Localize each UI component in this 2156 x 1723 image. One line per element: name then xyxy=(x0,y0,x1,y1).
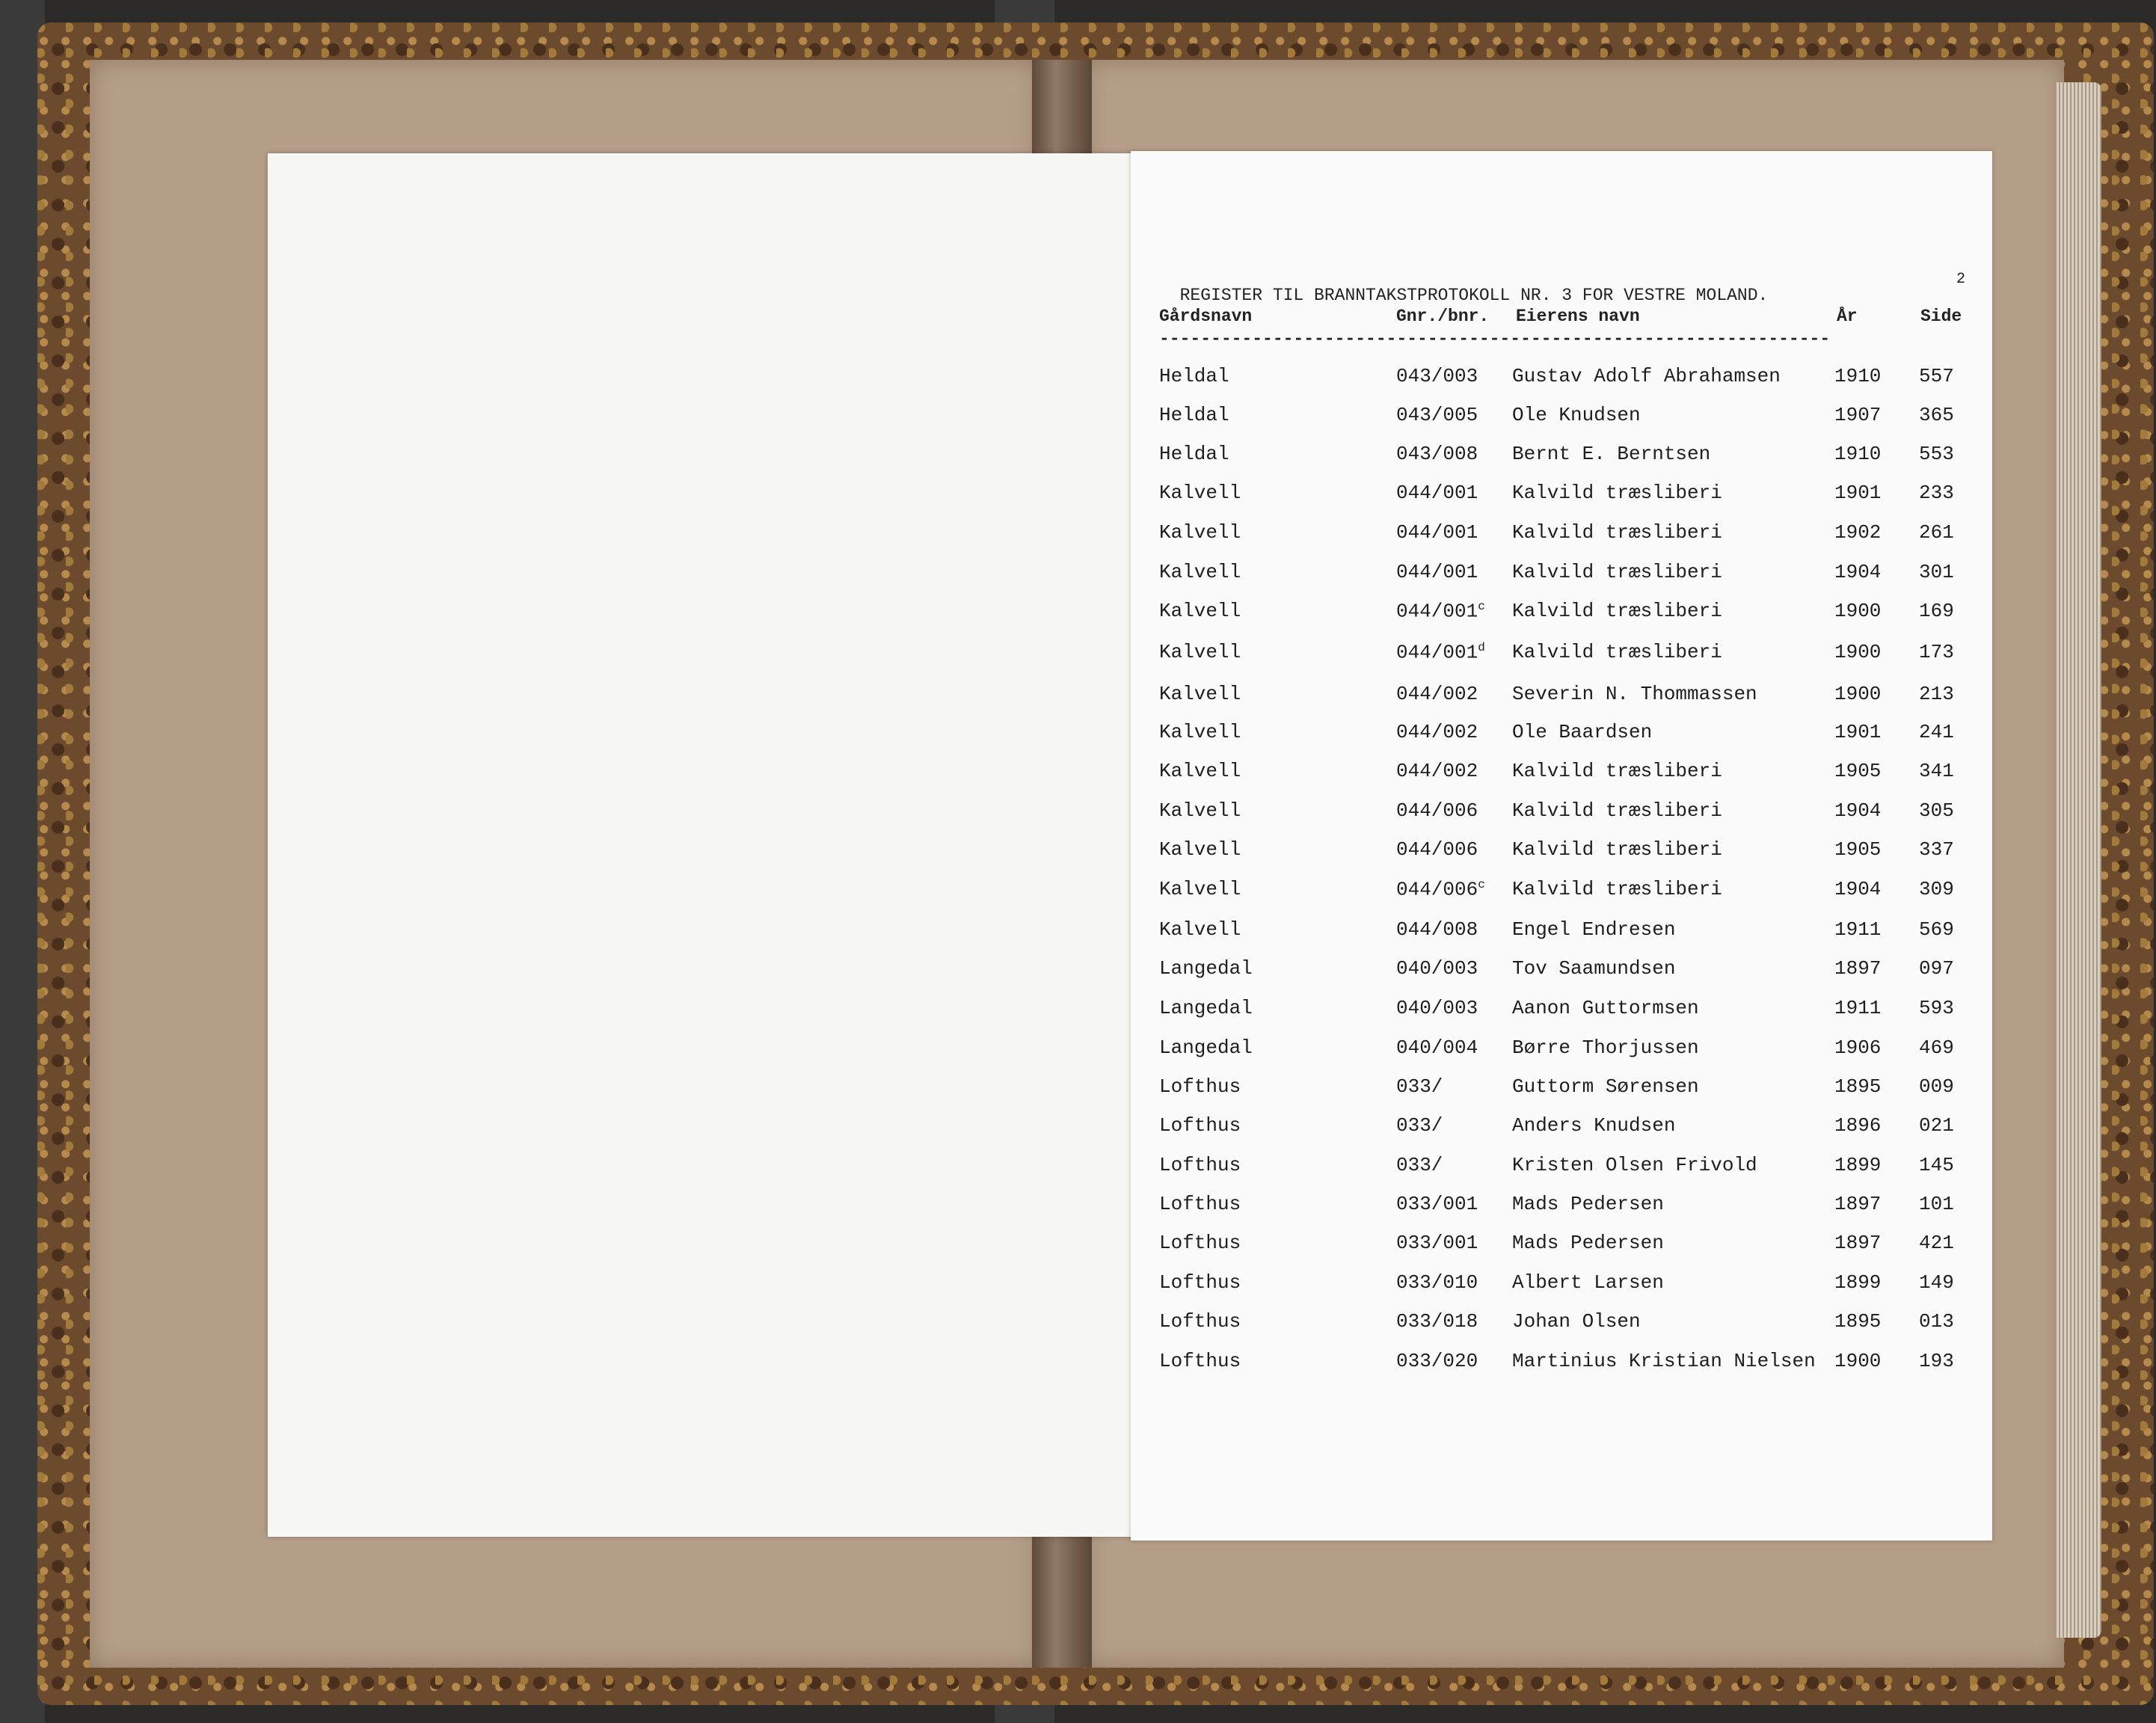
cell-page: 553 xyxy=(1919,443,1954,465)
cell-gnr-bnr: 040/003 xyxy=(1396,997,1478,1019)
cell-page: 309 xyxy=(1919,878,1954,900)
cell-gnr-bnr: 044/001 xyxy=(1396,561,1478,583)
cell-owner: Martinius Kristian Nielsen xyxy=(1512,1350,1816,1372)
cell-owner: Børre Thorjussen xyxy=(1512,1036,1699,1059)
cell-farm: Lofthus xyxy=(1159,1232,1241,1254)
cell-page: 365 xyxy=(1919,404,1954,426)
cell-gnr-bnr: 043/005 xyxy=(1396,404,1478,426)
cell-page: 301 xyxy=(1919,561,1954,583)
col-farm: Gårdsnavn xyxy=(1159,307,1253,326)
cell-owner: Guttorm Sørensen xyxy=(1512,1075,1699,1098)
cell-farm: Kalvell xyxy=(1159,561,1241,583)
cell-owner: Kalvild træsliberi xyxy=(1512,799,1722,822)
cell-farm: Lofthus xyxy=(1159,1154,1241,1176)
cell-page: 569 xyxy=(1919,918,1954,941)
cell-year: 1904 xyxy=(1834,878,1882,900)
cell-gnr-bnr: 040/003 xyxy=(1396,957,1478,980)
cell-gnr-bnr: 043/003 xyxy=(1396,365,1478,387)
cell-gnr-bnr: 043/008 xyxy=(1396,443,1478,465)
cell-gnr-bnr: 033/020 xyxy=(1396,1350,1478,1372)
cell-page: 341 xyxy=(1919,760,1954,782)
cell-owner: Anders Knudsen xyxy=(1512,1114,1676,1137)
cell-owner: Kalvild træsliberi xyxy=(1512,521,1722,544)
cell-gnr-bnr: 040/004 xyxy=(1396,1036,1478,1059)
cell-farm: Lofthus xyxy=(1159,1114,1241,1137)
cell-owner: Tov Saamundsen xyxy=(1512,957,1676,980)
cell-year: 1900 xyxy=(1834,600,1882,622)
cell-owner: Kalvild træsliberi xyxy=(1512,838,1722,861)
cell-page: 193 xyxy=(1919,1350,1954,1372)
cell-farm: Kalvell xyxy=(1159,482,1241,504)
cell-gnr-suffix: c xyxy=(1478,600,1485,613)
cell-year: 1900 xyxy=(1834,683,1882,705)
cell-page: 241 xyxy=(1919,721,1954,743)
cell-gnr-bnr: 044/006 xyxy=(1396,838,1478,861)
cell-page: 009 xyxy=(1919,1075,1954,1098)
cell-page: 213 xyxy=(1919,683,1954,705)
cell-owner: Mads Pedersen xyxy=(1512,1193,1664,1215)
cell-year: 1907 xyxy=(1834,404,1882,426)
cell-year: 1910 xyxy=(1834,443,1882,465)
cell-farm: Langedal xyxy=(1159,1036,1253,1059)
cell-year: 1899 xyxy=(1834,1154,1882,1176)
cell-year: 1897 xyxy=(1834,957,1882,980)
cell-gnr-bnr: 044/001 xyxy=(1396,521,1478,544)
cell-owner: Kalvild træsliberi xyxy=(1512,878,1722,900)
cell-gnr-bnr: 033/ xyxy=(1396,1075,1443,1098)
cell-farm: Kalvell xyxy=(1159,878,1241,900)
cell-year: 1905 xyxy=(1834,838,1882,861)
cell-owner: Kalvild træsliberi xyxy=(1512,482,1722,504)
cell-gnr-suffix: c xyxy=(1478,878,1485,891)
cell-owner: Aanon Guttormsen xyxy=(1512,997,1699,1019)
page-number: 2 xyxy=(1956,271,1965,288)
cell-farm: Heldal xyxy=(1159,443,1229,465)
register-title: REGISTER TIL BRANNTAKSTPROTOKOLL NR. 3 FOR VESTRE MOLAND. xyxy=(1179,286,1769,305)
cell-gnr-bnr: 044/002 xyxy=(1396,683,1478,705)
cell-year: 1902 xyxy=(1834,521,1882,544)
cell-farm: Langedal xyxy=(1159,957,1253,980)
cell-year: 1900 xyxy=(1834,1350,1882,1372)
cell-year: 1910 xyxy=(1834,365,1882,387)
cell-page: 097 xyxy=(1919,957,1954,980)
cell-page: 021 xyxy=(1919,1114,1954,1137)
cell-year: 1905 xyxy=(1834,760,1882,782)
cell-year: 1906 xyxy=(1834,1036,1882,1059)
cell-farm: Kalvell xyxy=(1159,838,1241,861)
cell-owner: Ole Baardsen xyxy=(1512,721,1653,743)
cell-farm: Kalvell xyxy=(1159,521,1241,544)
col-owner: Eierens navn xyxy=(1516,307,1640,326)
col-year: År xyxy=(1837,307,1858,326)
cell-farm: Kalvell xyxy=(1159,799,1241,822)
page-edges xyxy=(2057,82,2101,1638)
cell-owner: Johan Olsen xyxy=(1512,1310,1641,1333)
cell-year: 1895 xyxy=(1834,1075,1882,1098)
cell-owner: Kristen Olsen Frivold xyxy=(1512,1154,1757,1176)
cell-owner: Mads Pedersen xyxy=(1512,1232,1664,1254)
cell-page: 557 xyxy=(1919,365,1954,387)
cell-owner: Gustav Adolf Abrahamsen xyxy=(1512,365,1781,387)
cell-owner: Kalvild træsliberi xyxy=(1512,641,1722,663)
cell-farm: Lofthus xyxy=(1159,1075,1241,1098)
cell-farm: Kalvell xyxy=(1159,683,1241,705)
cell-farm: Lofthus xyxy=(1159,1350,1241,1372)
cell-page: 101 xyxy=(1919,1193,1954,1215)
cell-gnr-bnr: 044/006 xyxy=(1396,799,1478,822)
cell-owner: Kalvild træsliberi xyxy=(1512,760,1722,782)
cell-page: 421 xyxy=(1919,1232,1954,1254)
cell-year: 1901 xyxy=(1834,721,1882,743)
cell-owner: Engel Endresen xyxy=(1512,918,1676,941)
cell-farm: Lofthus xyxy=(1159,1310,1241,1333)
cell-year: 1911 xyxy=(1834,918,1882,941)
cell-owner: Kalvild træsliberi xyxy=(1512,561,1722,583)
cell-farm: Kalvell xyxy=(1159,721,1241,743)
cell-gnr-bnr: 033/018 xyxy=(1396,1310,1478,1333)
cell-farm: Kalvell xyxy=(1159,600,1241,622)
cell-owner: Bernt E. Berntsen xyxy=(1512,443,1711,465)
cell-gnr-bnr: 044/001$^d$ xyxy=(1396,641,1485,664)
cell-year: 1904 xyxy=(1834,561,1882,583)
cell-owner: Severin N. Thommassen xyxy=(1512,683,1757,705)
cell-gnr-bnr: 033/ xyxy=(1396,1114,1443,1137)
cell-farm: Heldal xyxy=(1159,404,1229,426)
cell-gnr-bnr: 033/001 xyxy=(1396,1232,1478,1254)
cell-year: 1897 xyxy=(1834,1232,1882,1254)
cell-page: 261 xyxy=(1919,521,1954,544)
cell-year: 1901 xyxy=(1834,482,1882,504)
separator-line: ----------------------------------------------------------------- xyxy=(1159,329,1831,348)
cell-page: 173 xyxy=(1919,641,1954,663)
cell-page: 337 xyxy=(1919,838,1954,861)
cell-gnr-bnr: 033/ xyxy=(1396,1154,1443,1176)
cell-owner: Albert Larsen xyxy=(1512,1271,1664,1294)
cell-farm: Langedal xyxy=(1159,997,1253,1019)
cell-farm: Kalvell xyxy=(1159,760,1241,782)
cell-page: 233 xyxy=(1919,482,1954,504)
cell-farm: Kalvell xyxy=(1159,918,1241,941)
cell-gnr-bnr: 044/002 xyxy=(1396,721,1478,743)
cell-gnr-bnr: 044/001 xyxy=(1396,482,1478,504)
cell-page: 145 xyxy=(1919,1154,1954,1176)
cell-year: 1911 xyxy=(1834,997,1882,1019)
cell-year: 1899 xyxy=(1834,1271,1882,1294)
cell-gnr-bnr: 044/001$^c$ xyxy=(1396,600,1485,623)
cell-farm: Lofthus xyxy=(1159,1271,1241,1294)
cell-page: 469 xyxy=(1919,1036,1954,1059)
cell-year: 1904 xyxy=(1834,799,1882,822)
col-page: Side xyxy=(1920,307,1962,326)
cell-gnr-bnr: 033/010 xyxy=(1396,1271,1478,1294)
cell-year: 1895 xyxy=(1834,1310,1882,1333)
cell-gnr-bnr: 033/001 xyxy=(1396,1193,1478,1215)
cell-page: 593 xyxy=(1919,997,1954,1019)
cell-year: 1896 xyxy=(1834,1114,1882,1137)
cell-page: 149 xyxy=(1919,1271,1954,1294)
col-gnr-bnr: Gnr./bnr. xyxy=(1396,307,1490,326)
cell-farm: Heldal xyxy=(1159,365,1229,387)
cell-year: 1900 xyxy=(1834,641,1882,663)
cell-gnr-bnr: 044/008 xyxy=(1396,918,1478,941)
cell-gnr-suffix: d xyxy=(1478,641,1485,654)
cell-gnr-bnr: 044/006$^c$ xyxy=(1396,878,1485,901)
cell-owner: Kalvild træsliberi xyxy=(1512,600,1722,622)
blank-left-sheet xyxy=(268,153,1135,1537)
cell-farm: Lofthus xyxy=(1159,1193,1241,1215)
cell-page: 305 xyxy=(1919,799,1954,822)
cell-page: 013 xyxy=(1919,1310,1954,1333)
cell-gnr-bnr: 044/002 xyxy=(1396,760,1478,782)
cell-page: 169 xyxy=(1919,600,1954,622)
cell-owner: Ole Knudsen xyxy=(1512,404,1641,426)
cell-year: 1897 xyxy=(1834,1193,1882,1215)
cell-farm: Kalvell xyxy=(1159,641,1241,663)
